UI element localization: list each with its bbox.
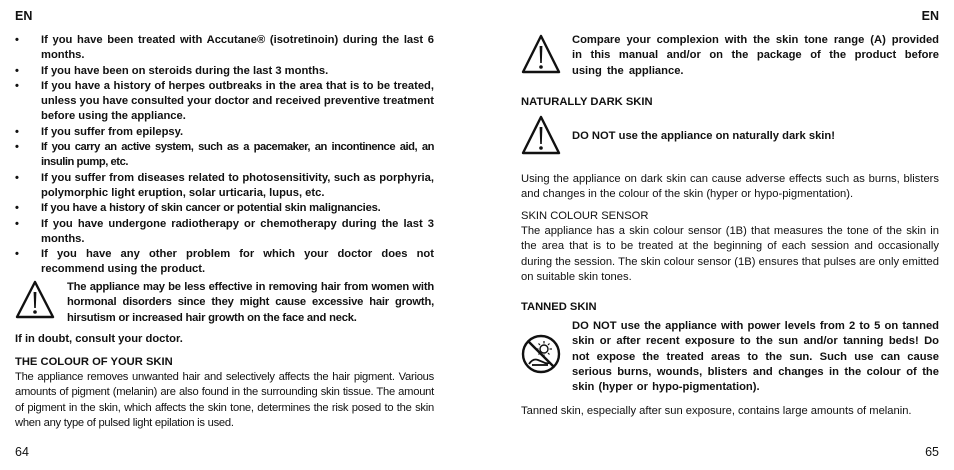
warning-text: DO NOT use the appliance with power levels from 2 to 5 on tanned skin or after recent exposure to the sun and/or tanning beds! Do not expose the treated areas to the sun. Such use can cause serious burns, wounds, blisters and changes in the colour of the skin (hyper or hypo-pigmentation).	[572, 320, 939, 394]
right-page	[521, 0, 939, 470]
sensor-paragraph: The appliance has a skin colour sensor (1B) that measures the tone of the skin in the area that is to be treated at the beginning of each session and occasionally during the session. The skin colour sensor (1B) ensures that pulses are only emitted on suitable skin tones.	[521, 225, 939, 283]
warning-text: DO NOT use the appliance on naturally dark skin!	[572, 130, 835, 142]
list-item: • If you have a history of herpes outbreaks in the area that is to be treated, unless you have consulted your doctor and received preventive treatment before using the appliance.	[15, 79, 434, 125]
contraindication-list	[15, 33, 434, 278]
warning-triangle-icon	[15, 280, 55, 320]
compare-warning	[521, 33, 939, 79]
section-heading: THE COLOUR OF YOUR SKIN	[15, 356, 173, 368]
colour-paragraph: The appliance removes unwanted hair and selectively affects the hair pigment. Various amounts of pigment (melanin) are also found in the surrounding skin tissue. The amount of pigment in the skin, which affects the skin tone, determines the risk posed to the skin when any type of pulsed light epilation is used.	[15, 371, 434, 429]
list-item: • If you have been on steroids during the last 3 months.	[15, 64, 434, 79]
list-item: • If you have undergone radiotherapy or chemotherapy during the last 3 months.	[15, 217, 434, 248]
dark-skin-paragraph: Using the appliance on dark skin can cause adverse effects such as burns, blisters and changes in the colour of the skin (hyper or hypo-pigmentation).	[521, 173, 939, 201]
warning-triangle-icon	[521, 114, 561, 156]
language-label: EN	[921, 9, 939, 23]
tanned-skin-paragraph: Tanned skin, especially after sun exposure, contains large amounts of melanin.	[521, 405, 912, 417]
section-heading: NATURALLY DARK SKIN	[521, 96, 653, 108]
section-heading: SKIN COLOUR SENSOR	[521, 210, 649, 222]
list-item: • If you suffer from diseases related to photosensitivity, such as porphyria, polymorphic light eruption, solar urticaria, lupus, etc.	[15, 171, 434, 202]
list-item: • If you have any other problem for which your doctor does not recommend using the product.	[15, 247, 434, 278]
list-item: • If you have been treated with Accutane® (isotretinoin) during the last 6 months.	[15, 33, 434, 64]
hormonal-warning	[15, 280, 434, 326]
page-number: 64	[15, 445, 29, 459]
tanned-skin-warning	[521, 319, 939, 395]
page-number: 65	[925, 445, 939, 459]
dark-skin-warning	[521, 114, 939, 156]
warning-text: The appliance may be less effective in removing hair from women with hormonal disorders since they might cause excessive hair growth, hirsutism or increased hair growth on the face and neck.	[67, 281, 434, 324]
no-sun-exposure-icon	[521, 334, 561, 374]
consult-doctor-note: If in doubt, consult your doctor.	[15, 333, 183, 345]
language-label: EN	[15, 9, 33, 23]
warning-text: Compare your complexion with the skin tone range (A) provided in this manual and/or on the package of the product before using the appliance.	[572, 34, 939, 77]
list-item: • If you have a history of skin cancer or potential skin malignancies.	[15, 201, 434, 216]
list-item: • If you carry an active system, such as a pacemaker, an incontinence aid, an insulin pump, etc.	[15, 140, 434, 171]
list-item: • If you suffer from epilepsy.	[15, 125, 434, 140]
section-heading: TANNED SKIN	[521, 301, 597, 313]
warning-triangle-icon	[521, 33, 561, 75]
left-page	[15, 0, 434, 470]
